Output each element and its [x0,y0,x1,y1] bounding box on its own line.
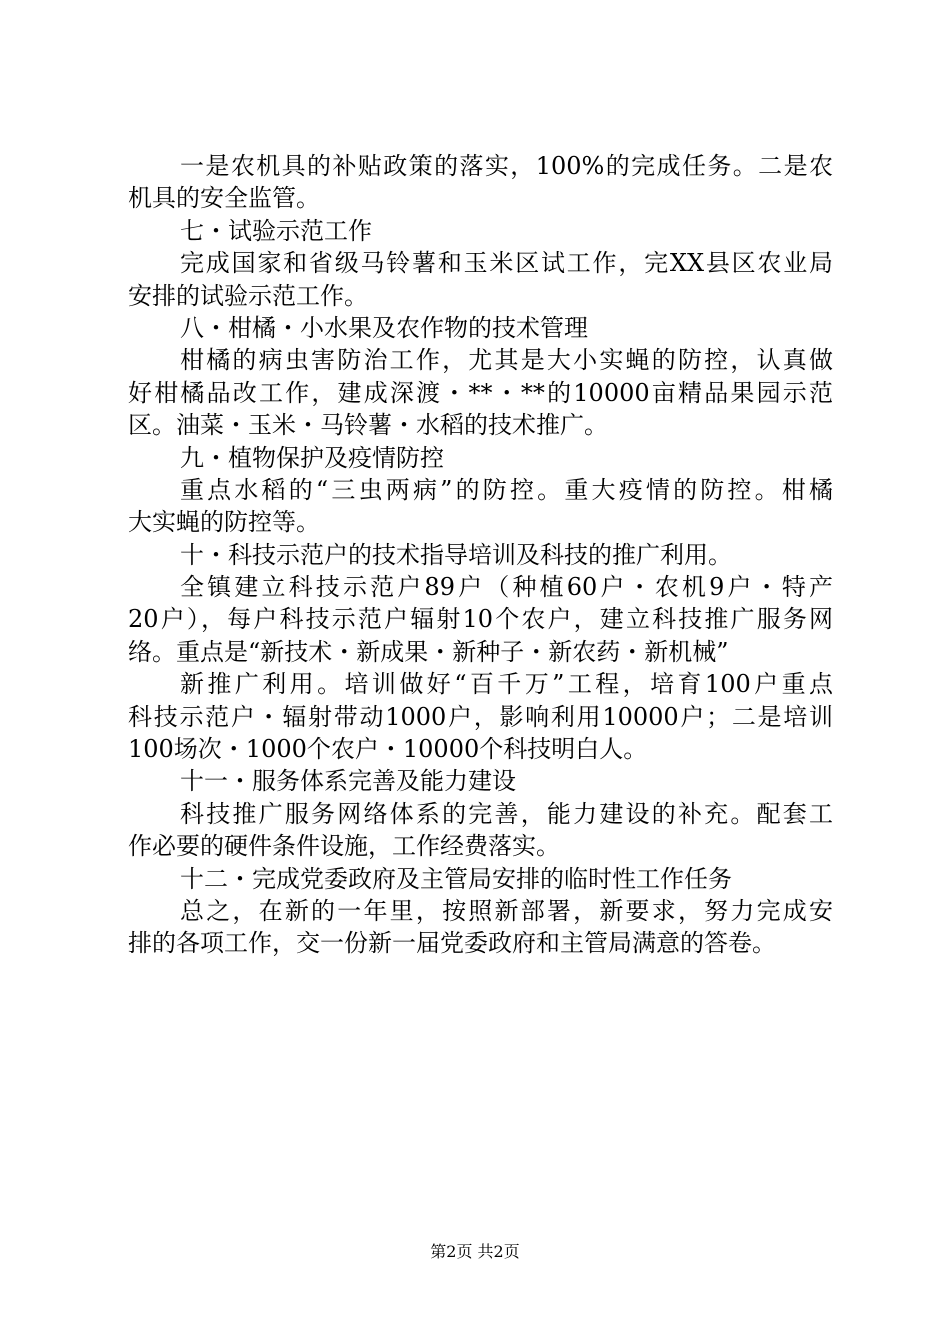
paragraph-line: 安排的试验示范工作。 [128,281,368,310]
page-number-footer: 第2页 共2页 [430,1242,520,1261]
section-heading: 十・科技示范户的技术指导培训及科技的推广利用。 [180,540,732,569]
paragraph-line: 柑橘的病虫害防治工作，尤其是大小实蝇的防控，认真做 [180,346,833,375]
paragraph-line: 络。重点是“新技术・新成果・新种子・新农药・新机械” [128,637,729,666]
paragraph-line: 大实蝇的防控等。 [128,508,320,537]
paragraph-line: 20户），每户科技示范户辐射10个农户，建立科技推广服务网 [128,605,833,634]
paragraph-line: 排的各项工作，交一份新一届党委政府和主管局满意的答卷。 [128,929,776,958]
paragraph-line: 一是农机具的补贴政策的落实，100%的完成任务。二是农 [180,152,833,180]
paragraph-line: 科技推广服务网络体系的完善，能力建设的补充。配套工 [180,799,833,828]
section-heading: 八・柑橘・小水果及农作物的技术管理 [180,313,588,342]
document-body [128,150,833,960]
paragraph-line: 区。油菜・玉米・马铃薯・水稻的技术推广。 [128,411,608,440]
paragraph-line: 科技示范户・辐射带动1000户，影响利用10000户；二是培训 [128,702,833,731]
section-heading: 十一・服务体系完善及能力建设 [180,767,516,796]
paragraph-line: 完成国家和省级马铃薯和玉米区试工作，完XX县区农业局 [180,249,833,278]
section-heading: 九・植物保护及疫情防控 [180,443,444,472]
section-heading: 七・试验示范工作 [180,216,372,245]
paragraph-line: 全镇建立科技示范户89户（种植60户・农机9户・特产 [180,573,833,602]
paragraph-line: 100场次・1000个农户・10000个科技明白人。 [128,735,648,764]
paragraph-line: 好柑橘品改工作，建成深渡・**・**的10000亩精品果园示范 [128,378,833,407]
paragraph-line: 重点水稻的“三虫两病”的防控。重大疫情的防控。柑橘 [180,475,833,504]
paragraph-line: 总之，在新的一年里，按照新部署，新要求，努力完成安 [180,896,833,925]
paragraph-line: 机具的安全监管。 [128,184,320,213]
paragraph-line: 作必要的硬件条件设施，工作经费落实。 [128,832,560,861]
section-heading: 十二・完成党委政府及主管局安排的临时性工作任务 [180,864,732,893]
paragraph-line: 新推广利用。培训做好“百千万”工程，培育100户重点 [180,670,833,699]
